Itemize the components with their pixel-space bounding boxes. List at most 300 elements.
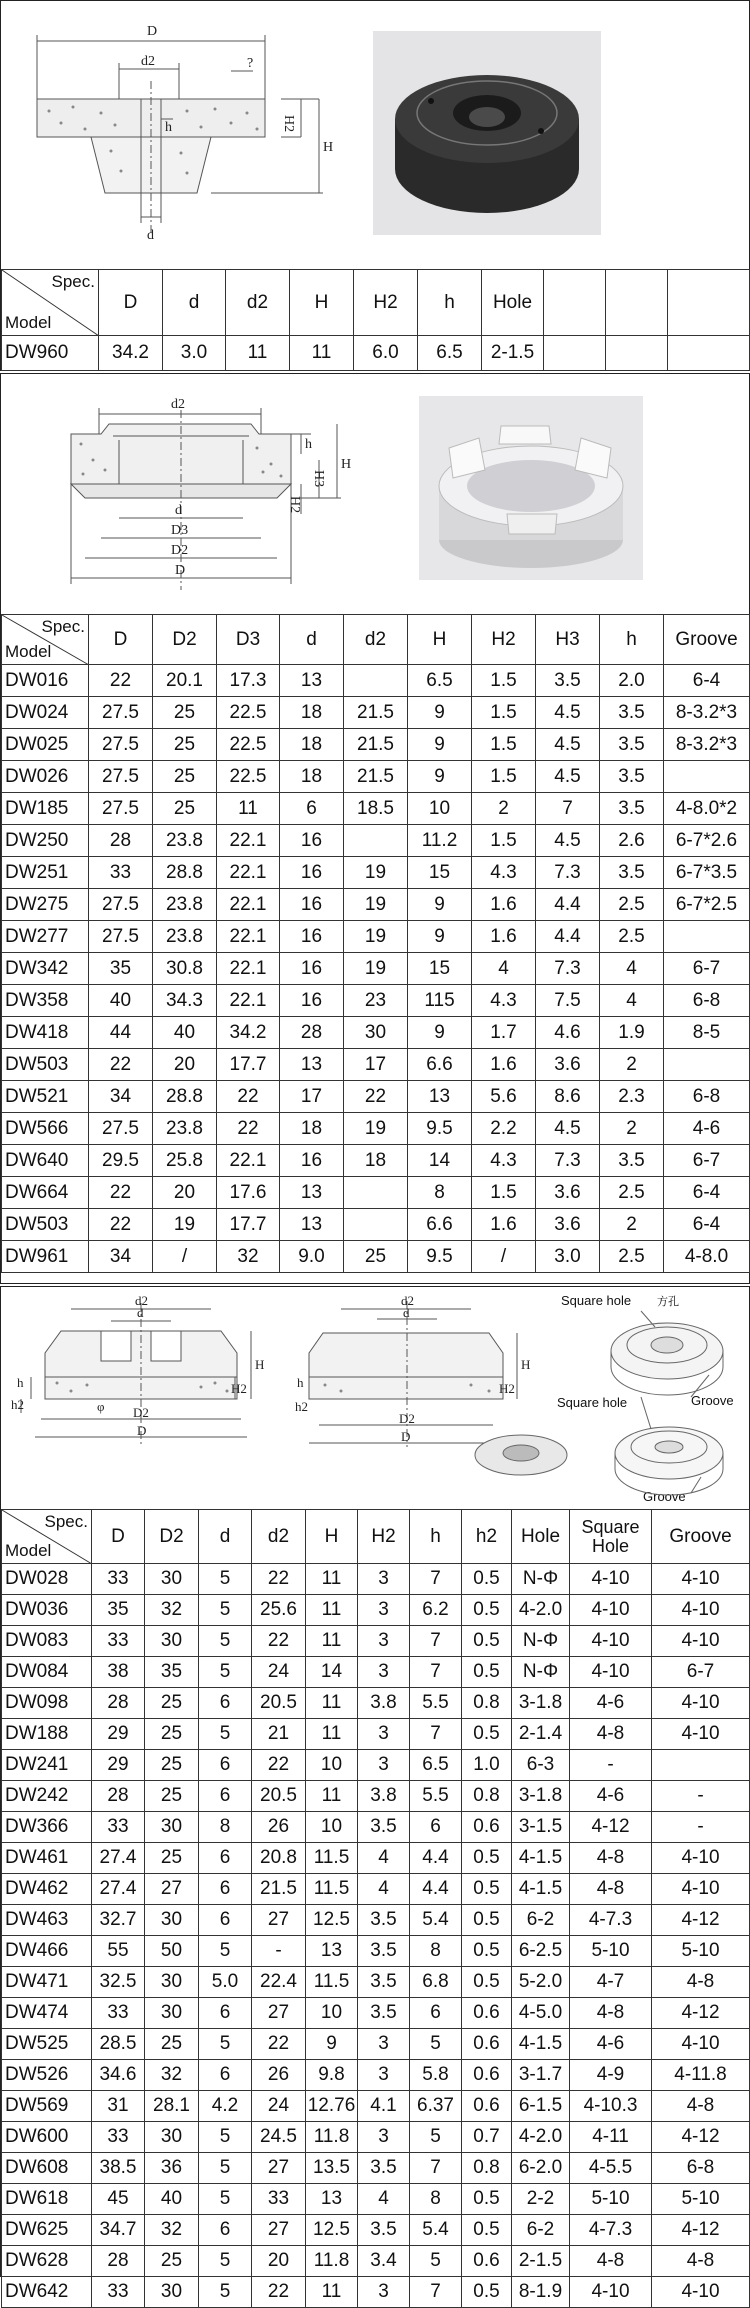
value-cell: 4: [600, 953, 664, 985]
table-row: [2, 1719, 750, 1750]
value-cell: 20.1: [153, 665, 217, 697]
value-cell: [344, 1177, 408, 1209]
table-row: [2, 1626, 750, 1657]
value-cell: 6.6: [408, 1209, 472, 1241]
value-cell: 11: [306, 1688, 358, 1719]
value-cell: 8: [410, 2184, 462, 2215]
value-cell: 3.6: [536, 1049, 600, 1081]
dim-label-D3: D3: [171, 523, 189, 538]
dim-label-h2-a: h2: [11, 1397, 24, 1412]
value-cell: 17.7: [217, 1209, 280, 1241]
value-cell: 2-1.4: [512, 1719, 570, 1750]
value-cell: 10: [306, 1750, 358, 1781]
value-cell: 25.6: [252, 1595, 306, 1626]
value-cell: 7: [410, 1564, 462, 1595]
value-cell: 11.8: [306, 2122, 358, 2153]
value-cell: 4-11.8: [652, 2060, 750, 2091]
model-cell: DW462: [2, 1874, 92, 1905]
value-cell: 6-8: [664, 985, 750, 1017]
value-cell: 15: [408, 857, 472, 889]
value-cell: 21.5: [344, 761, 408, 793]
model-cell: DW618: [2, 2184, 92, 2215]
value-cell: 7.3: [536, 857, 600, 889]
dim-label-q: ?: [247, 56, 254, 71]
value-cell: 25: [145, 1843, 199, 1874]
value-cell: 28.8: [153, 1081, 217, 1113]
value-cell: 55: [92, 1936, 145, 1967]
value-cell: 4.3: [472, 985, 536, 1017]
value-cell: 11: [306, 1626, 358, 1657]
value-cell: 4.5: [536, 697, 600, 729]
value-cell: 3.5: [358, 2215, 410, 2246]
value-cell: 18: [280, 761, 344, 793]
value-cell: 3.5: [358, 1936, 410, 1967]
model-label: Model: [5, 313, 52, 332]
value-cell: 0.5: [462, 1564, 512, 1595]
value-cell: 17.3: [217, 665, 280, 697]
model-cell: DW521: [2, 1081, 89, 1113]
value-cell: 23.8: [153, 889, 217, 921]
value-cell: 28: [92, 2246, 145, 2277]
value-cell: [544, 336, 606, 371]
model-cell: DW640: [2, 1145, 89, 1177]
column-header: h: [418, 270, 482, 336]
value-cell: 34: [89, 1241, 153, 1273]
dim-label-d-b: d: [403, 1305, 410, 1320]
header-row: [2, 1510, 750, 1564]
value-cell: 4-5.5: [570, 2153, 652, 2184]
value-cell: 3.5: [600, 729, 664, 761]
value-cell: 29.5: [89, 1145, 153, 1177]
model-cell: DW036: [2, 1595, 92, 1626]
model-cell: DW503: [2, 1049, 89, 1081]
value-cell: [668, 336, 750, 371]
value-cell: 0.6: [462, 2029, 512, 2060]
model-cell: DW025: [2, 729, 89, 761]
value-cell: 27.5: [89, 1113, 153, 1145]
value-cell: 13: [280, 1209, 344, 1241]
value-cell: 14: [306, 1657, 358, 1688]
value-cell: 27.5: [89, 761, 153, 793]
value-cell: 25: [145, 2246, 199, 2277]
value-cell: [664, 1049, 750, 1081]
value-cell: 27: [252, 2215, 306, 2246]
value-cell: 22.4: [252, 1967, 306, 1998]
header-row: [2, 615, 750, 665]
column-header: D2: [145, 1510, 199, 1564]
value-cell: 8-1.9: [512, 2277, 570, 2308]
value-cell: 34.2: [99, 336, 163, 371]
value-cell: 9: [408, 889, 472, 921]
value-cell: 3: [358, 1564, 410, 1595]
table-row: [2, 2153, 750, 2184]
model-cell: DW474: [2, 1998, 92, 2029]
table-row: [2, 2060, 750, 2091]
value-cell: 4.4: [536, 889, 600, 921]
value-cell: 115: [408, 985, 472, 1017]
value-cell: 1.6: [472, 1049, 536, 1081]
value-cell: 1.5: [472, 697, 536, 729]
square-hole-header-top: Square: [581, 1516, 640, 1537]
value-cell: 4-8: [570, 1719, 652, 1750]
value-cell: 3: [358, 1750, 410, 1781]
value-cell: 4.4: [410, 1874, 462, 1905]
value-cell: 8.6: [536, 1081, 600, 1113]
value-cell: 0.6: [462, 2060, 512, 2091]
value-cell: 16: [280, 985, 344, 1017]
value-cell: [664, 761, 750, 793]
value-cell: 8: [408, 1177, 472, 1209]
table-row: [2, 1936, 750, 1967]
column-header: h: [600, 615, 664, 665]
spec-model-corner: [2, 615, 89, 665]
value-cell: 27: [252, 1998, 306, 2029]
column-header: h: [410, 1510, 462, 1564]
value-cell: 4-7: [570, 1967, 652, 1998]
value-cell: 4: [358, 1874, 410, 1905]
value-cell: 5: [199, 2184, 252, 2215]
value-cell: -: [252, 1936, 306, 1967]
value-cell: 4-10: [652, 1595, 750, 1626]
value-cell: 5.5: [410, 1688, 462, 1719]
value-cell: 4-10: [652, 1688, 750, 1719]
value-cell: 7.5: [536, 985, 600, 1017]
value-cell: 6: [199, 1874, 252, 1905]
value-cell: 40: [89, 985, 153, 1017]
model-cell: DW600: [2, 2122, 92, 2153]
value-cell: 40: [153, 1017, 217, 1049]
value-cell: 19: [153, 1209, 217, 1241]
value-cell: 4-12: [652, 1905, 750, 1936]
value-cell: 3.5: [600, 697, 664, 729]
technical-drawing-2: [1, 374, 749, 614]
value-cell: 4-10.3: [570, 2091, 652, 2122]
value-cell: 4-6: [664, 1113, 750, 1145]
value-cell: 24.5: [252, 2122, 306, 2153]
value-cell: 20: [153, 1177, 217, 1209]
value-cell: 22.1: [217, 921, 280, 953]
table-row: [2, 953, 750, 985]
value-cell: 3.5: [358, 1998, 410, 2029]
square-hole-header-bottom: Hole: [591, 1535, 630, 1556]
value-cell: N-Φ: [512, 1626, 570, 1657]
column-header: [606, 270, 668, 336]
value-cell: 20: [252, 2246, 306, 2277]
model-cell: DW275: [2, 889, 89, 921]
product-render-1: [373, 31, 601, 235]
value-cell: 32.5: [92, 1967, 145, 1998]
value-cell: 33: [92, 1626, 145, 1657]
dim-label-d2-b: d2: [401, 1293, 414, 1308]
model-cell: DW016: [2, 665, 89, 697]
value-cell: 24: [252, 1657, 306, 1688]
value-cell: 3.5: [600, 1145, 664, 1177]
value-cell: 6-2.0: [512, 2153, 570, 2184]
value-cell: 25.8: [153, 1145, 217, 1177]
table-row: [2, 1688, 750, 1719]
value-cell: 5: [199, 1657, 252, 1688]
value-cell: 0.5: [462, 1595, 512, 1626]
column-header: Hole: [512, 1510, 570, 1564]
value-cell: [606, 336, 668, 371]
value-cell: 5: [199, 2029, 252, 2060]
column-header-square-hole: [570, 1510, 652, 1564]
value-cell: 3.5: [600, 761, 664, 793]
value-cell: 11.2: [408, 825, 472, 857]
model-cell: DW028: [2, 1564, 92, 1595]
value-cell: 21.5: [252, 1874, 306, 1905]
value-cell: 13: [280, 665, 344, 697]
value-cell: 27: [252, 1905, 306, 1936]
value-cell: 0.5: [462, 2215, 512, 2246]
value-cell: 6.5: [408, 665, 472, 697]
value-cell: 5: [199, 1626, 252, 1657]
value-cell: 22: [217, 1081, 280, 1113]
value-cell: 28.1: [145, 2091, 199, 2122]
value-cell: 11: [306, 1564, 358, 1595]
value-cell: 6: [410, 1998, 462, 2029]
value-cell: 19: [344, 889, 408, 921]
dim-label-H-b: H: [521, 1357, 531, 1372]
value-cell: 6: [410, 1812, 462, 1843]
value-cell: 5: [199, 1936, 252, 1967]
column-header: H: [290, 270, 354, 336]
value-cell: 28: [89, 825, 153, 857]
value-cell: 5-2.0: [512, 1967, 570, 1998]
table-row: [2, 825, 750, 857]
model-cell: DW185: [2, 793, 89, 825]
value-cell: 50: [145, 1936, 199, 1967]
value-cell: 4-2.0: [512, 2122, 570, 2153]
dim-label-H2-b: H2: [499, 1381, 515, 1396]
table-row: [2, 1967, 750, 1998]
column-header: d: [163, 270, 226, 336]
value-cell: 0.5: [462, 1874, 512, 1905]
value-cell: 19: [344, 921, 408, 953]
model-cell: DW961: [2, 1241, 89, 1273]
value-cell: 4-8: [652, 2246, 750, 2277]
value-cell: 26: [252, 1812, 306, 1843]
value-cell: 6-7*3.5: [664, 857, 750, 889]
value-cell: 2.5: [600, 1241, 664, 1273]
value-cell: 4-11: [570, 2122, 652, 2153]
value-cell: 2.0: [600, 665, 664, 697]
value-cell: 22: [217, 1113, 280, 1145]
value-cell: 4-12: [652, 2122, 750, 2153]
column-header: H: [306, 1510, 358, 1564]
value-cell: 25: [153, 761, 217, 793]
model-cell: DW083: [2, 1626, 92, 1657]
value-cell: 22.5: [217, 729, 280, 761]
value-cell: 4-1.5: [512, 1874, 570, 1905]
table-row: [2, 1657, 750, 1688]
value-cell: 0.5: [462, 2184, 512, 2215]
value-cell: 2.6: [600, 825, 664, 857]
value-cell: 17.7: [217, 1049, 280, 1081]
model-cell: DW188: [2, 1719, 92, 1750]
spec-model-corner: [2, 1510, 92, 1564]
value-cell: 4-5.0: [512, 1998, 570, 2029]
value-cell: 30: [145, 1626, 199, 1657]
value-cell: 5: [199, 1719, 252, 1750]
value-cell: 11.8: [306, 2246, 358, 2277]
value-cell: 1.5: [472, 825, 536, 857]
value-cell: 4-1.5: [512, 1843, 570, 1874]
value-cell: 4-8: [570, 1998, 652, 2029]
spec-model-corner: [2, 270, 99, 336]
dim-label-H: H: [341, 457, 352, 472]
value-cell: 6: [199, 1688, 252, 1719]
groove-callout-2: Groove: [643, 1489, 686, 1504]
value-cell: 33: [92, 2122, 145, 2153]
column-header: H3: [536, 615, 600, 665]
value-cell: 6: [199, 1998, 252, 2029]
table-row: [2, 1998, 750, 2029]
spec-table-3: [1, 1509, 750, 2308]
value-cell: 6: [199, 2215, 252, 2246]
value-cell: N-Φ: [512, 1564, 570, 1595]
value-cell: 32: [145, 2215, 199, 2246]
value-cell: 33: [92, 2277, 145, 2308]
model-cell: DW366: [2, 1812, 92, 1843]
column-header: d: [280, 615, 344, 665]
column-header: [668, 270, 750, 336]
value-cell: 4.5: [536, 761, 600, 793]
value-cell: 3-1.8: [512, 1688, 570, 1719]
value-cell: 6-1.5: [512, 2091, 570, 2122]
value-cell: 9: [408, 697, 472, 729]
value-cell: 10: [408, 793, 472, 825]
value-cell: 22: [89, 1209, 153, 1241]
value-cell: 7: [410, 2277, 462, 2308]
dim-label-H2: H2: [281, 115, 296, 133]
value-cell: 13: [280, 1049, 344, 1081]
model-cell: DW625: [2, 2215, 92, 2246]
header-row: [2, 270, 750, 336]
value-cell: 27.5: [89, 921, 153, 953]
dim-label-d2: d2: [141, 54, 155, 69]
value-cell: 4.4: [536, 921, 600, 953]
table-row: [2, 1017, 750, 1049]
dim-label-H: H: [323, 140, 334, 155]
value-cell: 30: [145, 2277, 199, 2308]
value-cell: 20.8: [252, 1843, 306, 1874]
value-cell: 7: [410, 1657, 462, 1688]
column-header: Hole: [482, 270, 544, 336]
value-cell: 26: [252, 2060, 306, 2091]
model-cell: DW026: [2, 761, 89, 793]
table-row: [2, 729, 750, 761]
value-cell: 6-7: [664, 953, 750, 985]
value-cell: 22: [89, 1049, 153, 1081]
value-cell: 25: [153, 793, 217, 825]
column-header: D: [92, 1510, 145, 1564]
value-cell: 21: [252, 1719, 306, 1750]
model-cell: DW526: [2, 2060, 92, 2091]
spec-table-1: [1, 269, 750, 371]
model-cell: DW566: [2, 1113, 89, 1145]
dim-label-D2-b: D2: [399, 1411, 415, 1426]
model-cell: DW608: [2, 2153, 92, 2184]
value-cell: 0.5: [462, 1657, 512, 1688]
column-header: d2: [344, 615, 408, 665]
value-cell: 17: [344, 1049, 408, 1081]
value-cell: 6.0: [354, 336, 418, 371]
value-cell: 2-1.5: [482, 336, 544, 371]
value-cell: 12.5: [306, 2215, 358, 2246]
model-cell: DW466: [2, 1936, 92, 1967]
value-cell: 6-2: [512, 1905, 570, 1936]
value-cell: 4-2.0: [512, 1595, 570, 1626]
value-cell: 19: [344, 953, 408, 985]
value-cell: 4-7.3: [570, 2215, 652, 2246]
value-cell: 9: [306, 2029, 358, 2060]
table-row: [2, 1750, 750, 1781]
value-cell: 18: [280, 1113, 344, 1145]
column-header: d: [199, 1510, 252, 1564]
model-cell: DW461: [2, 1843, 92, 1874]
value-cell: 22: [252, 1564, 306, 1595]
value-cell: 21.5: [344, 729, 408, 761]
value-cell: 11: [306, 1595, 358, 1626]
product-section-3: [0, 1286, 750, 2302]
value-cell: 0.5: [462, 1843, 512, 1874]
value-cell: 9: [408, 921, 472, 953]
value-cell: 12.5: [306, 1905, 358, 1936]
model-cell: DW277: [2, 921, 89, 953]
value-cell: 1.7: [472, 1017, 536, 1049]
value-cell: 0.6: [462, 2091, 512, 2122]
value-cell: 22.1: [217, 985, 280, 1017]
value-cell: 32.7: [92, 1905, 145, 1936]
value-cell: 30: [145, 1812, 199, 1843]
square-hole-callout-1: Square hole: [561, 1293, 632, 1308]
value-cell: 16: [280, 825, 344, 857]
value-cell: 5-10: [652, 2184, 750, 2215]
value-cell: 27: [252, 2153, 306, 2184]
value-cell: 4-10: [570, 1626, 652, 1657]
table-row: [2, 697, 750, 729]
value-cell: 3: [358, 2060, 410, 2091]
value-cell: 35: [92, 1595, 145, 1626]
value-cell: 28: [92, 1688, 145, 1719]
value-cell: 1.0: [462, 1750, 512, 1781]
value-cell: 18.5: [344, 793, 408, 825]
model-cell: DW250: [2, 825, 89, 857]
value-cell: -: [570, 1750, 652, 1781]
column-header: D: [89, 615, 153, 665]
table-row: [2, 2122, 750, 2153]
value-cell: 3.6: [536, 1209, 600, 1241]
value-cell: 3: [358, 2029, 410, 2060]
value-cell: [664, 921, 750, 953]
value-cell: 4.3: [472, 1145, 536, 1177]
value-cell: -: [652, 1781, 750, 1812]
value-cell: 22: [252, 2277, 306, 2308]
value-cell: 22.1: [217, 825, 280, 857]
value-cell: 3.6: [536, 1177, 600, 1209]
value-cell: 34.3: [153, 985, 217, 1017]
value-cell: 25: [145, 1781, 199, 1812]
value-cell: 11: [306, 2277, 358, 2308]
table-row: [2, 1209, 750, 1241]
value-cell: 33: [252, 2184, 306, 2215]
value-cell: 3.8: [358, 1688, 410, 1719]
value-cell: 3-1.5: [512, 1812, 570, 1843]
model-cell: DW471: [2, 1967, 92, 1998]
table-row: [2, 1905, 750, 1936]
value-cell: 27.5: [89, 697, 153, 729]
